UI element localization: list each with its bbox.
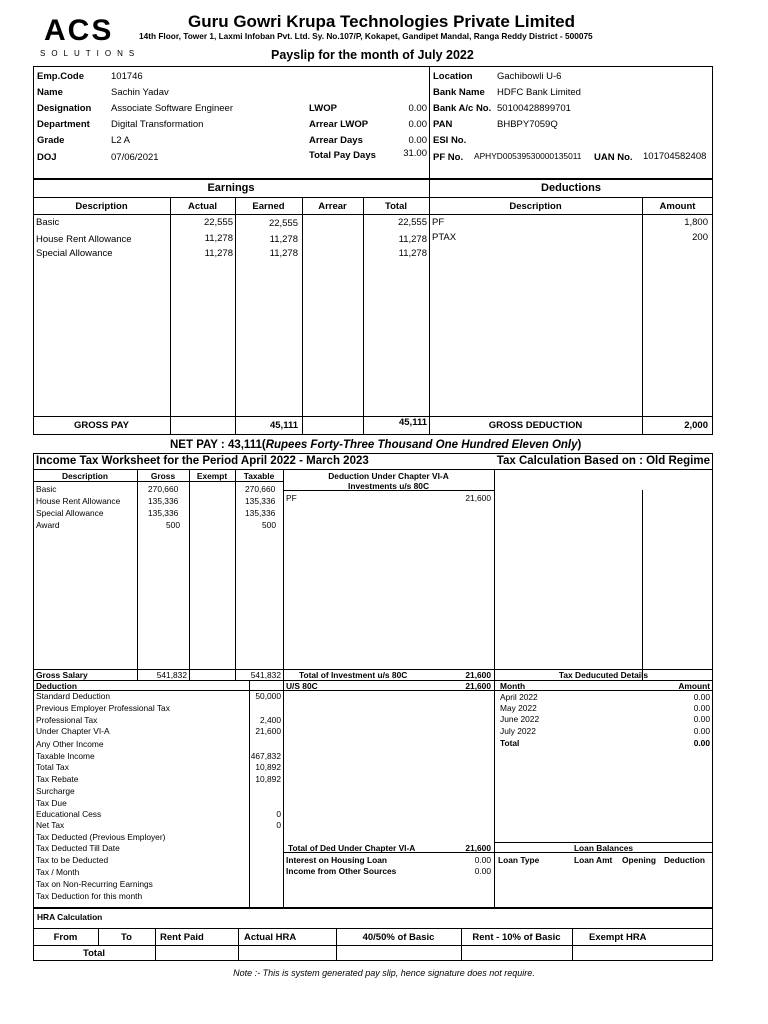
arrear-lwop-label: Arrear LWOP bbox=[309, 119, 369, 130]
deduction-amount: 200 bbox=[692, 232, 708, 243]
tax-calc-value: 10,892 bbox=[255, 762, 281, 772]
earning-earned: 22,555 bbox=[268, 218, 298, 229]
net-pay-words: Rupees Forty-Three Thousand One Hundred Eleven Only bbox=[265, 439, 578, 451]
tax-calc-desc: Tax Rebate bbox=[36, 774, 79, 784]
footer-note: Note :- This is system generated pay slip, hence signature does not require. bbox=[233, 968, 535, 978]
tax-header-desc: Description bbox=[61, 471, 109, 481]
us80c-value: 21,600 bbox=[465, 681, 491, 691]
net-pay-suffix: ) bbox=[577, 439, 582, 451]
tax-calc-desc: Tax Due bbox=[36, 798, 67, 808]
gross-pay-label: GROSS PAY bbox=[74, 420, 129, 431]
tds-title: Tax Deducuted Details bbox=[558, 670, 649, 680]
grade-label: Grade bbox=[37, 135, 65, 146]
name-value: Sachin Yadav bbox=[111, 87, 169, 98]
tax-calc-desc: Surcharge bbox=[36, 786, 75, 796]
total-investment-value: 21,600 bbox=[465, 670, 491, 680]
net-pay-prefix: NET PAY : 43,111( bbox=[170, 439, 266, 451]
gross-deduction-label: GROSS DEDUCTION bbox=[488, 420, 583, 431]
tax-row-taxable: 135,336 bbox=[245, 496, 276, 506]
loan-header-amt: Loan Amt bbox=[574, 855, 613, 865]
tax-calc-desc: Tax / Month bbox=[36, 867, 80, 877]
payslip-header bbox=[0, 0, 768, 66]
total-pay-days-value: 31.00 bbox=[403, 148, 427, 159]
tax-calc-desc: Tax Deducted Till Date bbox=[36, 843, 120, 853]
tax-calc-value: 2,400 bbox=[260, 715, 281, 725]
hra-header-actual-hra: Actual HRA bbox=[244, 932, 297, 943]
tax-calc-desc: Net Tax bbox=[36, 820, 65, 830]
total-investment-label: Total of Investment u/s 80C bbox=[299, 670, 408, 680]
housing-loan-value: 0.00 bbox=[474, 855, 491, 865]
tds-total-value: 0.00 bbox=[693, 738, 710, 748]
tax-calc-value: 467,832 bbox=[250, 751, 281, 761]
earning-actual: 22,555 bbox=[203, 217, 233, 228]
loan-header-type: Loan Type bbox=[498, 855, 540, 865]
esi-label: ESI No. bbox=[433, 135, 467, 146]
total-ded-value: 21,600 bbox=[465, 843, 491, 853]
hra-header-rent-basic: Rent - 10% of Basic bbox=[472, 932, 561, 943]
tds-amount-header: Amount bbox=[678, 681, 710, 691]
pf-value: APHYD00539530000135011 bbox=[474, 151, 582, 161]
tds-month-header: Month bbox=[500, 681, 526, 691]
tax-row-desc: Award bbox=[36, 520, 60, 530]
tax-calc-desc: Standard Deduction bbox=[36, 691, 111, 701]
total-ded-label: Total of Ded Under Chapter VI-A bbox=[288, 843, 416, 853]
gross-salary-taxable: 541,832 bbox=[250, 670, 281, 680]
location-label: Location bbox=[433, 71, 473, 82]
tds-month: June 2022 bbox=[500, 714, 540, 724]
grade-value: L2 A bbox=[111, 135, 131, 146]
deduction-label: Deduction bbox=[36, 681, 77, 691]
tax-calc-desc: Total Tax bbox=[36, 762, 69, 772]
hra-header-from: From bbox=[53, 932, 78, 943]
bank-name-label: Bank Name bbox=[433, 87, 485, 98]
department-label: Department bbox=[37, 119, 90, 130]
company-address: 14th Floor, Tower 1, Laxmi Infoban Pvt. Ltd. Sy. No.107/P, Kokapet, Gandipet Mandal, Ranga Reddy District - 500075 bbox=[139, 31, 593, 41]
earnings-title: Earnings bbox=[207, 182, 255, 194]
hra-header-rent-paid: Rent Paid bbox=[160, 932, 204, 943]
earning-actual: 11,278 bbox=[204, 233, 233, 244]
name-label: Name bbox=[37, 87, 63, 98]
tax-row-taxable: 500 bbox=[262, 520, 276, 530]
hra-header-exempt: Exempt HRA bbox=[589, 932, 647, 943]
tds-month: July 2022 bbox=[500, 726, 536, 736]
tax-header-exempt: Exempt bbox=[196, 471, 228, 481]
deductions-title: Deductions bbox=[541, 182, 601, 194]
tax-calc-value: 0 bbox=[276, 809, 281, 819]
tax-calc-value: 21,600 bbox=[255, 726, 281, 736]
deductions-header-amount: Amount bbox=[659, 201, 696, 212]
lwop-label: LWOP bbox=[309, 103, 337, 114]
tax-row-gross: 135,336 bbox=[148, 508, 179, 518]
earning-total: 22,555 bbox=[397, 217, 427, 228]
tax-calc-desc: Previous Employer Professional Tax bbox=[36, 703, 170, 713]
pan-value: BHBPY7059Q bbox=[497, 119, 558, 130]
hra-title: HRA Calculation bbox=[37, 912, 103, 922]
earning-total: 11,278 bbox=[398, 248, 427, 259]
earning-desc: Special Allowance bbox=[36, 248, 113, 259]
investment-amount: 21,600 bbox=[465, 493, 491, 503]
tds-amount: 0.00 bbox=[693, 703, 710, 713]
us80c-label: U/S 80C bbox=[286, 681, 318, 691]
earning-earned: 11,278 bbox=[269, 234, 298, 245]
tax-header-gross: Gross bbox=[150, 471, 176, 481]
designation-label: Designation bbox=[37, 103, 92, 114]
tax-row-gross: 500 bbox=[166, 520, 180, 530]
tax-calc-value: 10,892 bbox=[255, 774, 281, 784]
tax-calc-desc: Under Chapter VI-A bbox=[36, 726, 110, 736]
tax-calc-desc: Any Other Income bbox=[36, 739, 104, 749]
earning-total: 11,278 bbox=[398, 234, 427, 245]
net-pay bbox=[170, 439, 581, 451]
bank-ac-value: 50100428899701 bbox=[497, 103, 571, 114]
location-value: Gachibowli U-6 bbox=[497, 71, 562, 82]
logo-subtitle: SOLUTIONS bbox=[40, 49, 141, 58]
tax-row-desc: Basic bbox=[36, 484, 57, 494]
bank-name-value: HDFC Bank Limited bbox=[497, 87, 581, 98]
tax-calc-value: 50,000 bbox=[255, 691, 281, 701]
earning-desc: House Rent Allowance bbox=[36, 234, 132, 245]
emp-code-value: 101746 bbox=[111, 71, 143, 82]
gross-pay-earned: 45,111 bbox=[269, 420, 298, 431]
earning-earned: 11,278 bbox=[269, 248, 298, 259]
company-logo bbox=[36, 12, 141, 60]
tds-amount: 0.00 bbox=[693, 692, 710, 702]
tax-calc-desc: Professional Tax bbox=[36, 715, 98, 725]
earnings-header-desc: Description bbox=[75, 201, 128, 212]
total-pay-days-label: Total Pay Days bbox=[309, 150, 376, 161]
tds-total-label: Total bbox=[500, 738, 520, 748]
payslip-title: Payslip for the month of July 2022 bbox=[271, 48, 474, 62]
tax-calc-desc: Taxable Income bbox=[36, 751, 95, 761]
emp-code-label: Emp.Code bbox=[37, 71, 84, 82]
tax-calc-desc: Tax to be Deducted bbox=[36, 855, 109, 865]
deduction-desc: PF bbox=[432, 217, 445, 228]
loan-header-deduction: Deduction bbox=[664, 855, 705, 865]
company-name: Guru Gowri Krupa Technologies Private Limited bbox=[188, 12, 575, 31]
tds-amount: 0.00 bbox=[693, 714, 710, 724]
gross-deduction-amount: 2,000 bbox=[684, 420, 708, 431]
arrear-days-label: Arrear Days bbox=[309, 135, 363, 146]
tax-calc-desc: Tax Deducted (Previous Employer) bbox=[36, 832, 166, 842]
tax-calc-desc: Educational Cess bbox=[36, 809, 102, 819]
earning-actual: 11,278 bbox=[204, 248, 233, 259]
tax-row-desc: House Rent Allowance bbox=[36, 496, 121, 506]
gross-salary-value: 541,832 bbox=[156, 670, 187, 680]
tax-row-desc: Special Allowance bbox=[36, 508, 104, 518]
pf-label: PF No. bbox=[433, 152, 464, 163]
tax-worksheet-title: Income Tax Worksheet for the Period April 2022 - March 2023 bbox=[36, 455, 369, 467]
investment-desc: PF bbox=[286, 493, 297, 503]
uan-label: UAN No. bbox=[594, 152, 633, 163]
other-income-label: Income from Other Sources bbox=[286, 866, 397, 876]
investments-80c-title: Investments u/s 80C bbox=[348, 481, 429, 491]
earnings-header-arrear: Arrear bbox=[318, 201, 347, 212]
tax-row-gross: 270,660 bbox=[148, 484, 179, 494]
tds-amount: 0.00 bbox=[693, 726, 710, 736]
deduction-amount: 1,800 bbox=[684, 217, 708, 228]
tax-calc-value: 0 bbox=[276, 820, 281, 830]
designation-value: Associate Software Engineer bbox=[111, 103, 233, 114]
loan-balances-title: Loan Balances bbox=[573, 843, 634, 853]
lwop-value: 0.00 bbox=[408, 103, 427, 114]
tax-row-taxable: 270,660 bbox=[245, 484, 276, 494]
arrear-lwop-value: 0.00 bbox=[408, 119, 427, 130]
doj-label: DOJ bbox=[37, 152, 57, 163]
tax-calc-desc: Tax Deduction for this month bbox=[36, 891, 143, 901]
earnings-header-actual: Actual bbox=[187, 201, 218, 212]
loan-header-opening: Opening bbox=[622, 855, 656, 865]
uan-value: 101704582408 bbox=[643, 151, 707, 162]
gross-pay-total: 45,111 bbox=[398, 417, 427, 428]
department-value: Digital Transformation bbox=[111, 119, 204, 130]
tax-regime: Tax Calculation Based on : Old Regime bbox=[496, 455, 710, 467]
tax-row-gross: 135,336 bbox=[148, 496, 179, 506]
earnings-header-earned: Earned bbox=[252, 201, 285, 212]
bank-ac-label: Bank A/c No. bbox=[433, 103, 492, 114]
earning-desc: Basic bbox=[36, 217, 60, 228]
tds-month: April 2022 bbox=[500, 692, 538, 702]
deduction-desc: PTAX bbox=[432, 232, 457, 243]
pan-label: PAN bbox=[433, 119, 453, 130]
tax-calc-desc: Tax on Non-Recurring Earnings bbox=[36, 879, 153, 889]
housing-loan-label: Interest on Housing Loan bbox=[286, 855, 387, 865]
other-income-value: 0.00 bbox=[474, 866, 491, 876]
gross-salary-label: Gross Salary bbox=[36, 670, 88, 680]
tax-row-taxable: 135,336 bbox=[245, 508, 276, 518]
doj-value: 07/06/2021 bbox=[111, 152, 159, 163]
earnings-header-total: Total bbox=[385, 201, 407, 212]
arrear-days-value: 0.00 bbox=[408, 135, 427, 146]
tds-month: May 2022 bbox=[500, 703, 537, 713]
hra-header-to: To bbox=[121, 932, 132, 943]
hra-header-basic: 40/50% of Basic bbox=[362, 932, 435, 943]
logo-text: ACS bbox=[44, 14, 114, 47]
chapter-via-title: Deduction Under Chapter VI-A bbox=[328, 471, 449, 481]
tax-header-taxable: Taxable bbox=[243, 471, 275, 481]
hra-total-label: Total bbox=[83, 948, 105, 959]
deductions-header-desc: Description bbox=[509, 201, 562, 212]
